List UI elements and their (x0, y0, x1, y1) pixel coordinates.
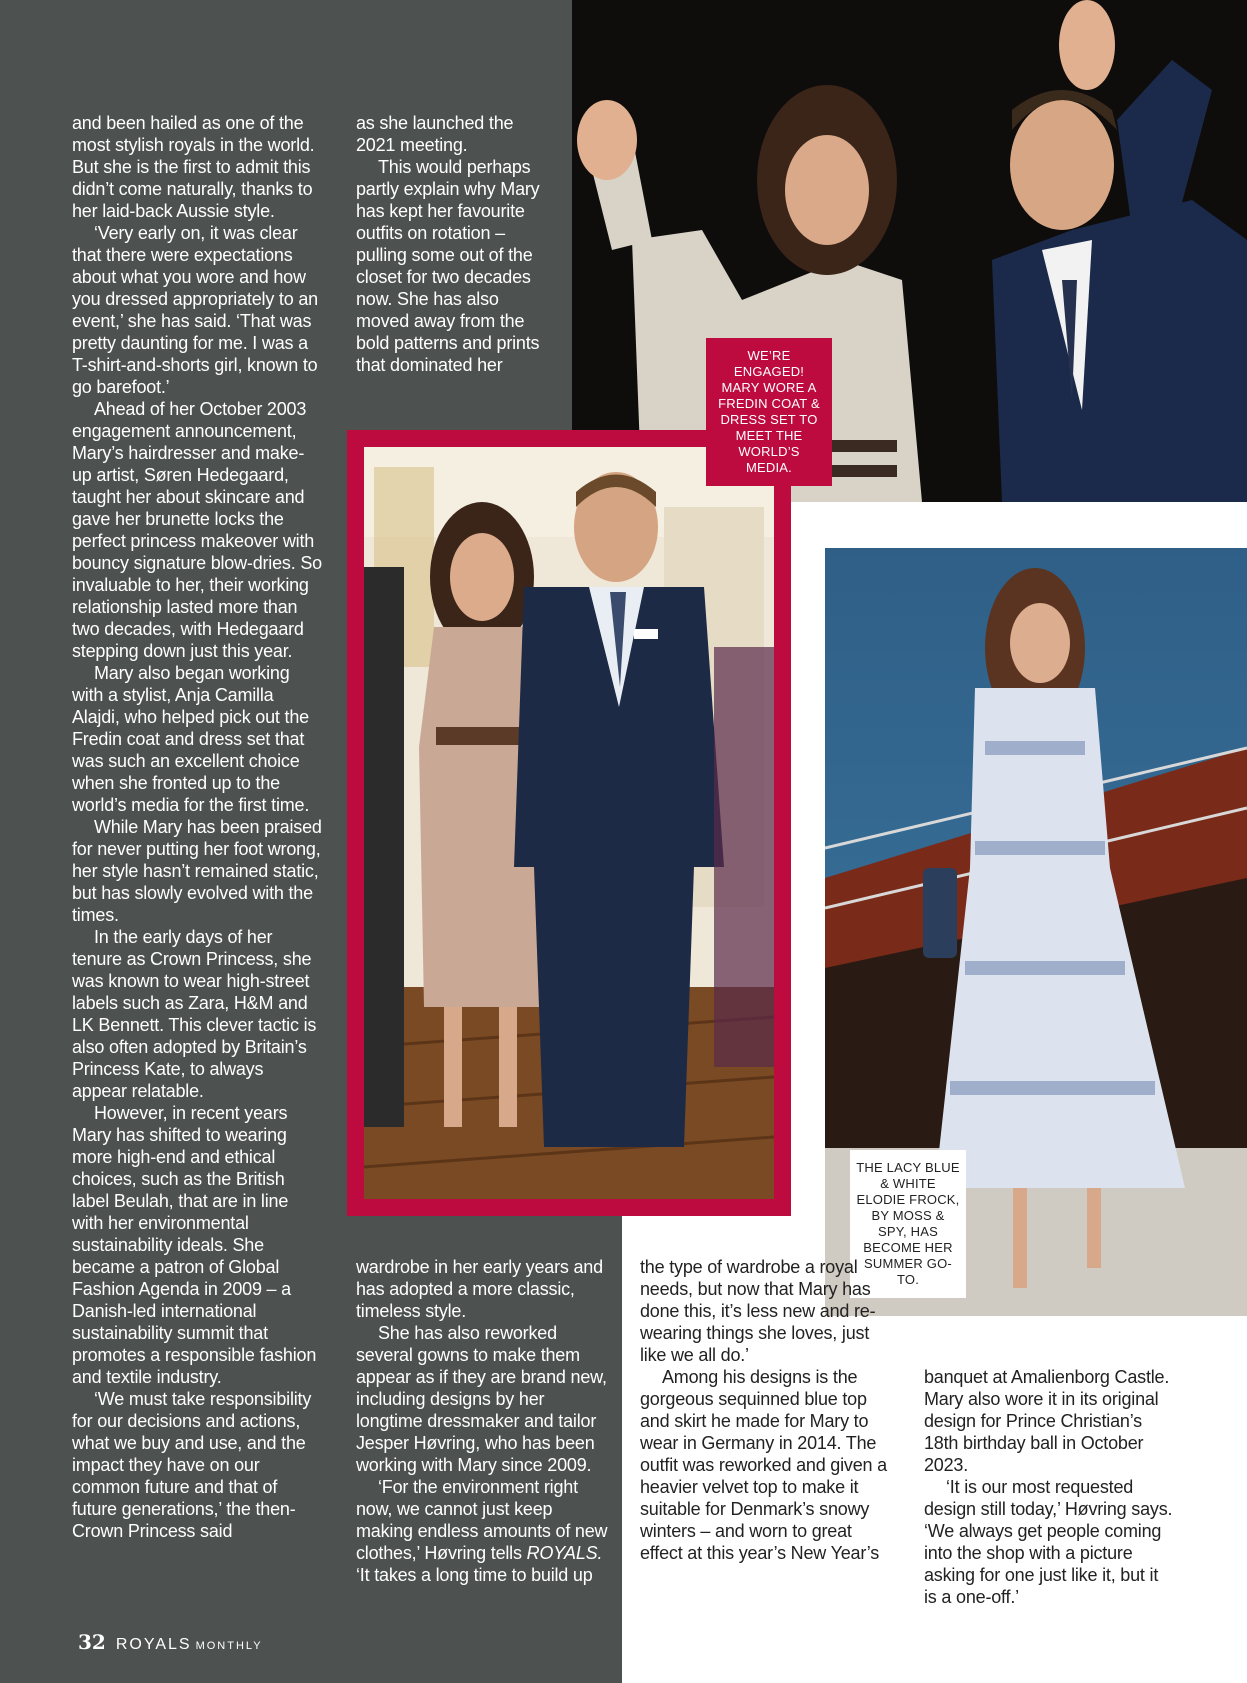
paragraph: In the early days of her tenure as Crown Princess, she was known to wear high-street labels such as Zara, H&M and LK Bennett. This clever tactic is also often adopted by Britain’s Princess Kate, to always appear relatable. (72, 927, 317, 1101)
magazine-name: ROYALS. (526, 1543, 603, 1563)
paragraph: Among his designs is the gorgeous sequinned blue top and skirt he made for Mary to wear in Germany in 2014. The outfit was reworked and given a heavier velvet top to make it suitable for Denmark’s snowy winters – and worn to great effect at this year’s New Year’s (640, 1367, 887, 1563)
paragraph: banquet at Amalienborg Castle. Mary also wore it in its original design for Prince Christian’s 18th birthday ball in October 2023. (924, 1367, 1170, 1475)
magazine-brand-sub: MONTHLY (195, 1640, 263, 1652)
article-column-3 (640, 1256, 896, 1564)
paragraph: ‘Very early on, it was clear that there were expectations about what you wore and how you dressed appropriately to an event,’ she has said. ‘That was pretty daunting for me. I was a T-shirt-and-shorts girl, known to go barefoot.’ (72, 223, 318, 397)
paragraph: ‘It is our most requested design still today,’ Høvring says. ‘We always get people coming into the shop with a picture asking for one just like it, but it is a one-off.’ (924, 1477, 1173, 1607)
photo-engagement-couple (364, 447, 774, 1199)
paragraph (356, 1476, 612, 1564)
paragraph: She has also reworked several gowns to make them appear as if they are brand new, including designs by her longtime dressmaker and tailor Jesper Høvring, who has been working with Mary since 2009. (356, 1323, 607, 1475)
caption-lacy-frock: THE LACY BLUE & WHITE ELODIE FROCK, BY MOSS & SPY, HAS BECOME HER SUMMER GO-TO. (850, 1150, 966, 1298)
article-column-1 (72, 112, 322, 1542)
article-column-4 (924, 1366, 1174, 1608)
photo-waving-couple (572, 0, 1247, 502)
paragraph: as she launched the 2021 meeting. (356, 113, 514, 155)
paragraph-text: ‘For the environment right now, we cannot just keep making endless amounts of new clothes,’ Høvring tells (356, 1477, 608, 1563)
page-number: 32 (78, 1630, 106, 1654)
paragraph: ‘We must take responsibility for our decisions and actions, what we buy and use, and the impact they have on our common future and that of future generations,’ the then-Crown Princess said (72, 1389, 312, 1541)
magazine-brand: ROYALS (115, 1636, 192, 1653)
paragraph: However, in recent years Mary has shifted to wearing more high-end and ethical choices, such as the British label Beulah, that are in line with her environmental sustainability ideals. She became a patron of Global Fashion Agenda in 2009 – a Danish-led international sustainability summit that promotes a responsible fashion and textile industry. (72, 1103, 317, 1387)
article-column-2-top (356, 112, 556, 376)
caption-engaged: WE’RE ENGAGED! MARY WORE A FREDIN COAT & DRESS SET TO MEET THE WORLD’S MEDIA. (706, 338, 832, 486)
paragraph: While Mary has been praised for never putting her foot wrong, her style hasn’t remained static, but has slowly evolved with the times. (72, 817, 322, 925)
paragraph: This would perhaps partly explain why Mary has kept her favourite outfits on rotation – pulling some out of the closet for two decades now. She has also moved away from the bold patterns and prints that dominated her (356, 157, 540, 375)
article-column-2-bottom (356, 1256, 612, 1586)
paragraph: Ahead of her October 2003 engagement announcement, Mary’s hairdresser and make-up artist, Søren Hedegaard, taught her about skincare and gave her brunette locks the perfect princess makeover with bouncy signature blow-dries. So invaluable to her, their working relationship lasted more than two decades, with Hedegaard stepping down just this year. (72, 399, 322, 661)
paragraph: wardrobe in her early years and has adopted a more classic, timeless style. (356, 1257, 603, 1321)
paragraph: ‘It takes a long time to build up (356, 1565, 593, 1585)
paragraph: Mary also began working with a stylist, Anja Camilla Alajdi, who helped pick out the Fredin coat and dress set that was such an excellent choice when she fronted up to the world’s media for the first time. (72, 663, 310, 815)
paragraph: and been hailed as one of the most stylish royals in the world. But she is the first to admit this didn’t come naturally, thanks to her laid-back Aussie style. (72, 113, 315, 221)
paragraph: the type of wardrobe a royal needs, but now that Mary has done this, it’s less new and re-wearing things she loves, just like we all do.’ (640, 1257, 876, 1365)
page-folio (78, 1630, 263, 1654)
